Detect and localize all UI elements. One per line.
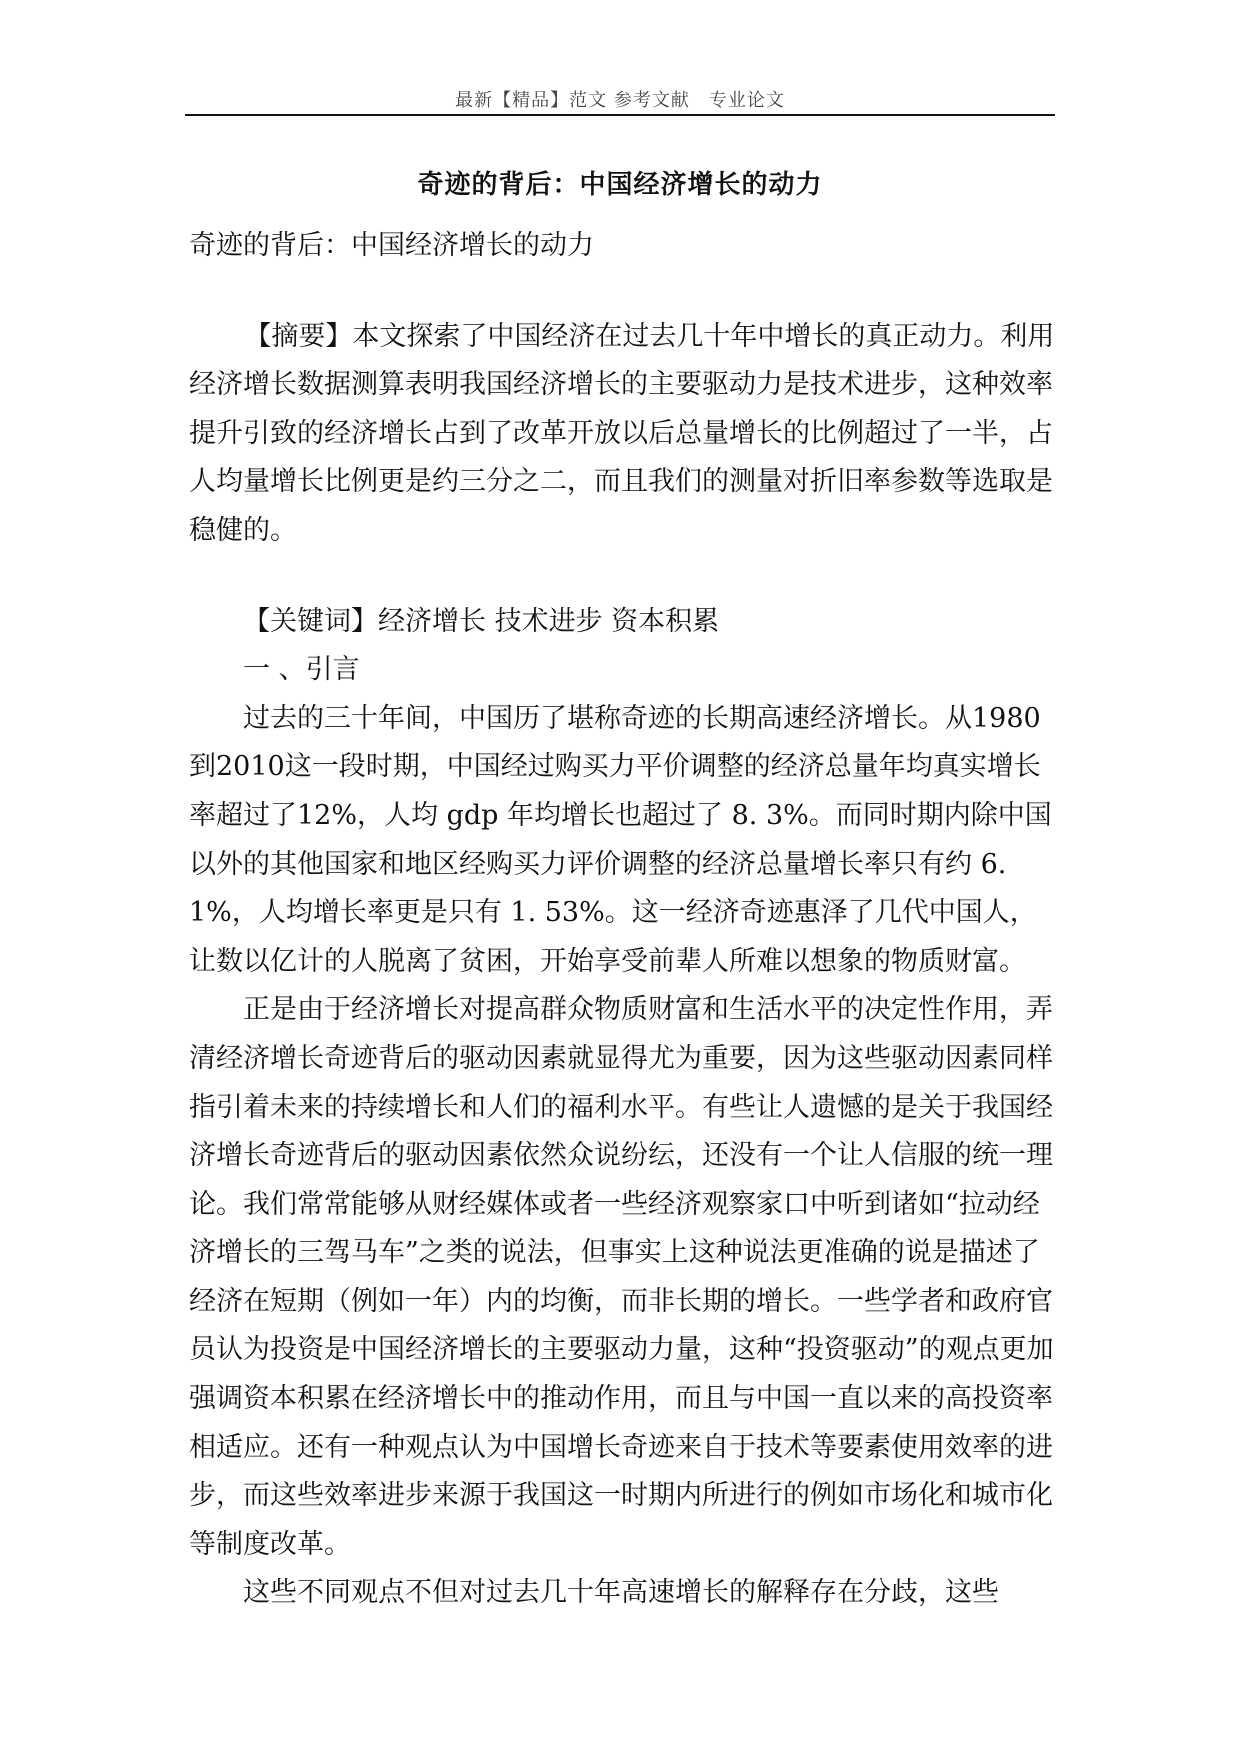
document-body: [189, 222, 1059, 1618]
running-header: 最新【精品】范文 参考文献 专业论文: [455, 90, 785, 111]
spacer: [189, 271, 1059, 313]
keywords-line: 【关键词】经济增长 技术进步 资本积累: [243, 605, 720, 637]
document-subtitle: 奇迹的背后：中国经济增长的动力: [189, 230, 594, 261]
body-paragraph: 这些不同观点不但对过去几十年高速增长的解释存在分歧，这些: [243, 1577, 999, 1609]
body-paragraph: 正是由于经济增长对提高群众物质财富和生活水平的决定性作用，弄清经济增长奇迹背后的驱动因素就显得尤为重要，因为这些驱动因素同样指引着未来的持续增长和人们的福利水平。有些让人遗憾的是关于我国经济增长奇迹背后的驱动因素依然众说纷纭，还没有一个让人信服的统一理论。我们常常能够从财经媒体或者一些经济观察家口中听到诸如“拉动经济增长的三驾马车”之类的说法，但事实上这种说法更准确的说是描述了经济在短期（例如一年）内的均衡，而非长期的增长。一些学者和政府官员认为投资是中国经济增长的主要驱动力量，这种“投资驱动”的观点更加强调资本积累在经济增长中的推动作用，而且与中国一直以来的高投资率相适应。还有一种观点认为中国增长奇迹来自于技术等要素使用效率的进步，而这些效率进步来源于我国这一时期内所进行的例如市场化和城市化等制度改革。: [189, 994, 1054, 1560]
header-rule: [185, 114, 1055, 116]
section-heading: 一 、引言: [243, 654, 360, 686]
document-title: 奇迹的背后：中国经济增长的动力: [417, 170, 823, 200]
abstract-paragraph: 【摘要】本文探索了中国经济在过去几十年中增长的真正动力。利用经济增长数据测算表明我国经济增长的主要驱动力是技术进步，这种效率提升引致的经济增长占到了改革开放以后总量增长的比例超过了一半，占人均量增长比例更是约三分之二，而且我们的测量对折旧率参数等选取是稳健的。: [189, 320, 1055, 546]
spacer: [189, 556, 1059, 598]
body-paragraph: 过去的三十年间，中国历了堪称奇迹的长期高速经济增长。从1980到2010这一段时期，中国经过购买力平价调整的经济总量年均真实增长率超过了12%，人均 gdp 年均增长也超过了 8. 3%。而同时期内除中国以外的其他国家和地区经购买力评价调整的经济总量增长率只有约 6. 1%，人均增长率更是只有 1. 53%。这一经济奇迹惠泽了几代中国人，让数以亿计的人脱离了贫困，开始享受前辈人所难以想象的物质财富。: [189, 702, 1052, 977]
